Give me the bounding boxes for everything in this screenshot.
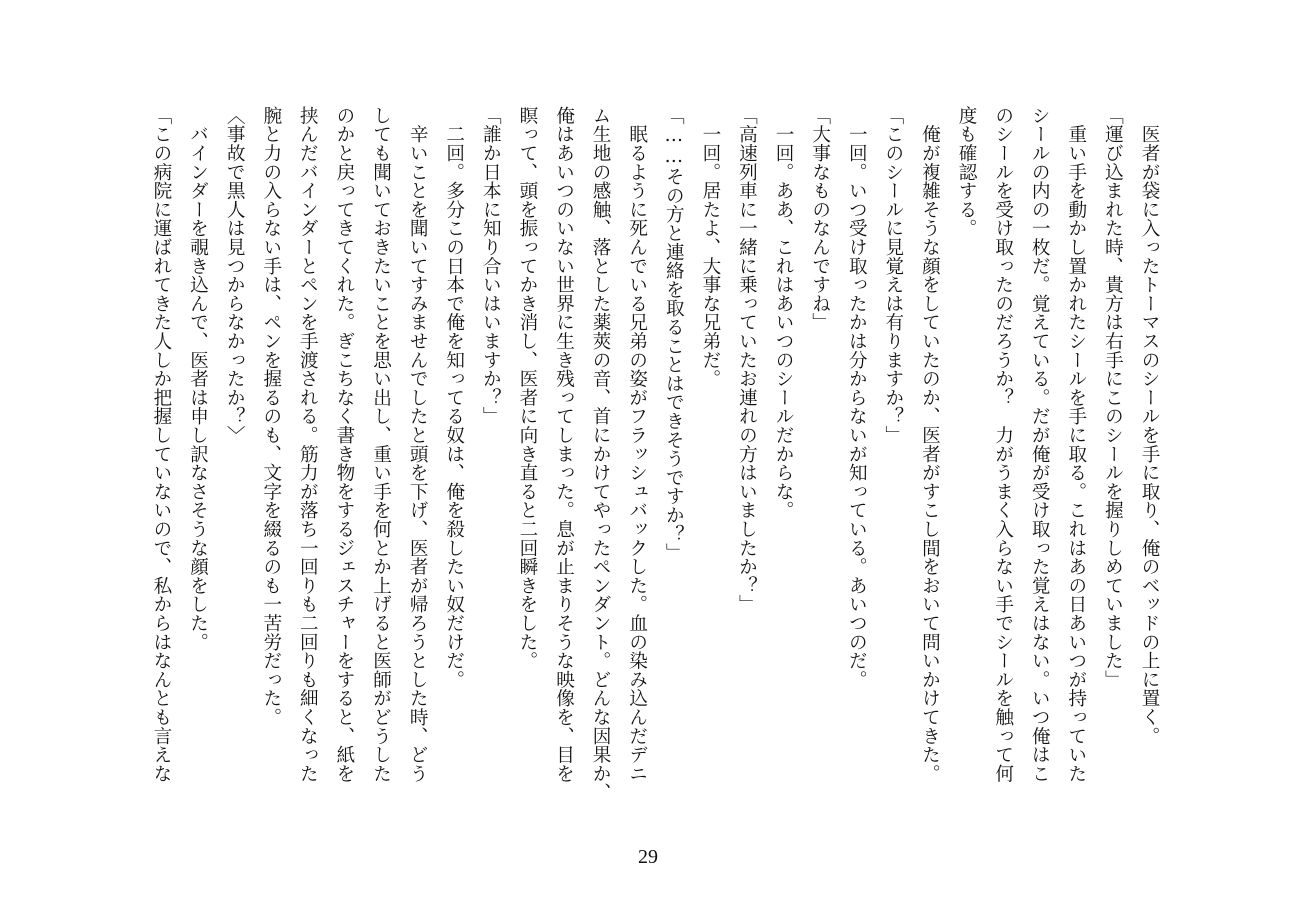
text-column: 俺はあいつのいない世界に生き残ってしまった。息が止まりそうな映像を、目を	[553, 106, 575, 783]
vertical-text-body	[149, 106, 1162, 806]
text-column: 「このシールに見覚えは有りますか？」	[882, 106, 904, 445]
page-number: 29	[638, 846, 658, 868]
text-column: 〈事故で黒人は見つからなかったか？〉	[224, 106, 246, 445]
text-column: 挟んだバインダーとペンを手渡される。筋力が落ち一回りも二回りも細くなった	[297, 106, 319, 783]
text-column: 一回。いつ受け取ったかは分からないが知っている。あいつのだ。	[846, 106, 868, 689]
text-column: のかと戻ってきてくれた。ぎこちなく書き物をするジェスチャーをすると、紙を	[333, 106, 355, 783]
text-column: 瞑って、頭を振ってかき消し、医者に向き直ると二回瞬きをした。	[516, 106, 538, 670]
text-column: 重い手を動かし置かれたシールを手に取る。これはあの日あいつが持っていた	[1065, 106, 1087, 783]
text-column: 一回。ああ、これはあいつのシールだからな。	[773, 106, 795, 520]
text-column: シールの内の一枚だ。覚えている。だが俺が受け取った覚えはない。いつ俺はこ	[1029, 106, 1051, 783]
text-column: 「運び込まれた時、貴方は右手にこのシールを握りしめていました」	[1102, 106, 1124, 689]
text-column: 医者が袋に入ったトーマスのシールを手に取り、俺のベッドの上に置く。	[1139, 106, 1160, 746]
text-column: ム生地の感触、落とした薬莢の音、首にかけてやったペンダント。どんな因果か、	[590, 106, 612, 802]
text-column: 「この病院に運ばれてきた人しか把握していないので、私からはなんとも言えな	[150, 106, 172, 783]
text-column: のシールを受け取ったのだろうか？ 力がうまく入らない手でシールを触って何	[992, 106, 1014, 783]
text-column: 腕と力の入らない手は、ペンを握るのも、文字を綴るのも一苦労だった。	[260, 106, 282, 727]
text-column: 辛いことを聞いてすみませんでしたと頭を下げ、医者が帰ろうとした時、どう	[407, 106, 429, 783]
text-column: 「大事なものなんですね」	[809, 106, 831, 332]
text-column: 「高速列車に一緒に乗っていたお連れの方はいましたか？」	[736, 106, 758, 614]
text-column: 一回。居たよ、大事な兄弟だ。	[699, 106, 721, 388]
text-column: 「……その方と連絡を取ることはできそうですか？」	[663, 106, 685, 562]
text-column: バインダーを覗き込んで、医者は申し訳なさそうな顔をした。	[187, 106, 209, 652]
text-column: 度も確認する。	[956, 106, 978, 238]
text-column: 俺が複雑そうな顔をしていたのか、医者がすこし間をおいて問いかけてきた。	[919, 106, 941, 783]
text-column: 眠るように死んでいる兄弟の姿がフラッシュバックした。血の染み込んだデニ	[626, 106, 648, 783]
text-column: しても聞いておきたいことを思い出し、重い手を何とか上げると医師がどうした	[370, 106, 392, 783]
text-column: 「誰か日本に知り合いはいますか？」	[480, 106, 502, 426]
text-column: 二回。多分この日本で俺を知ってる奴は、俺を殺したい奴だけだ。	[443, 106, 465, 689]
